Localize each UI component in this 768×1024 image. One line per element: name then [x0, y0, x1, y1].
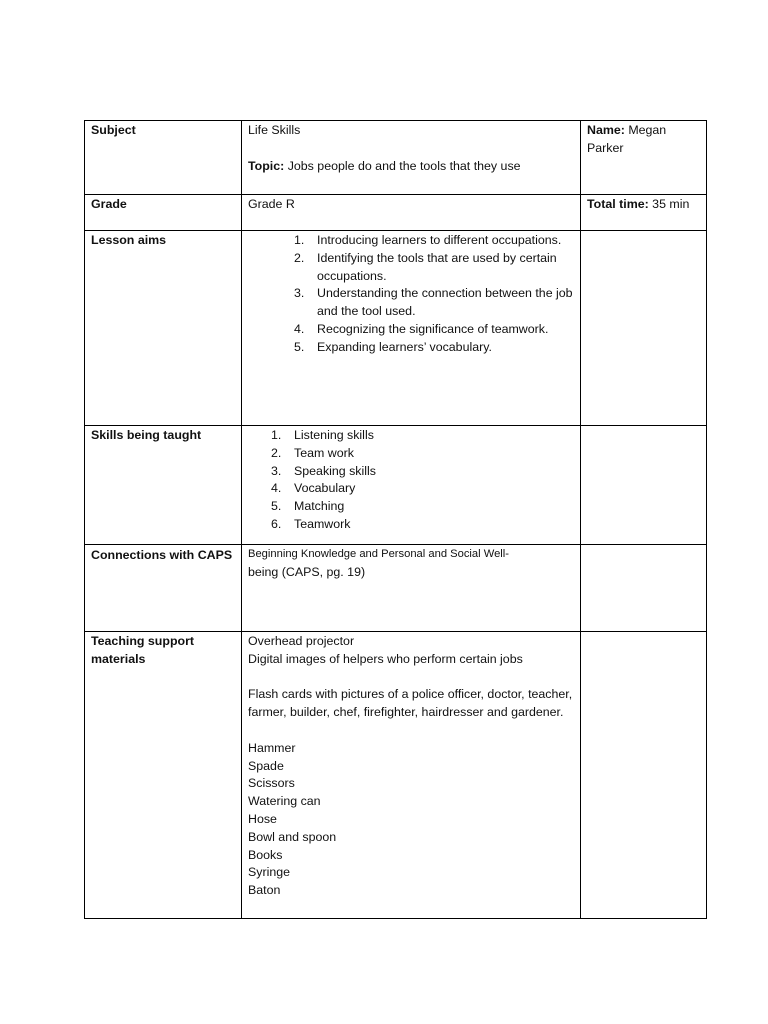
total-time-value: 35 min [648, 197, 690, 211]
list-text: Expanding learners’ vocabulary. [317, 339, 492, 354]
tool-item: Spade [248, 758, 284, 773]
list-text: Speaking skills [294, 463, 376, 478]
grade-row [85, 195, 707, 231]
list-text: Matching [294, 499, 345, 514]
list-text: Listening skills [294, 428, 374, 442]
caps-empty-cell [581, 545, 707, 632]
list-item [294, 250, 574, 286]
caps-cell [242, 545, 581, 632]
list-number: 3. [271, 463, 282, 478]
tool-item: Books [248, 847, 283, 862]
list-item [271, 516, 574, 534]
list-number: 4. [294, 321, 305, 336]
tool-item: Baton [248, 883, 281, 898]
list-number: 2. [271, 445, 282, 460]
subject-label-cell [85, 121, 242, 195]
lesson-aims-label: Lesson aims [91, 233, 167, 247]
list-item [294, 232, 574, 250]
lesson-plan-table [84, 120, 707, 919]
subject-row [85, 121, 707, 195]
tool-item: Syringe [248, 865, 291, 880]
lesson-aims-row [85, 231, 707, 426]
caps-label: Connections with CAPS [91, 548, 233, 562]
tool-item: Bowl and spoon [248, 829, 337, 844]
subject-label: Subject [91, 123, 136, 137]
caps-label-cell [85, 545, 242, 632]
materials-label-cell [85, 632, 242, 919]
caps-line-2: being (CAPS, pg. 19) [248, 564, 366, 579]
list-text: Understanding the connection between the job and the tool used. [317, 286, 573, 319]
skills-empty-cell [581, 426, 707, 545]
topic-line [248, 158, 574, 176]
list-item [271, 445, 574, 463]
name-cell [581, 121, 707, 195]
skills-label: Skills being taught [91, 428, 202, 442]
list-text: Teamwork [294, 516, 351, 531]
list-number: 5. [294, 339, 305, 354]
materials-line-1: Overhead projector [248, 634, 355, 648]
lesson-aims-empty-cell [581, 231, 707, 426]
caps-row [85, 545, 707, 632]
list-number: 1. [294, 233, 305, 247]
total-time-cell [581, 195, 707, 231]
materials-label: Teaching support materials [91, 634, 195, 666]
tool-item: Watering can [248, 794, 321, 809]
name-value: Megan Parker [587, 123, 667, 155]
list-item [271, 498, 574, 516]
list-number: 6. [271, 516, 282, 531]
lesson-aims-cell [242, 231, 581, 426]
list-text: Identifying the tools that are used by certain occupations. [317, 250, 557, 283]
list-number: 1. [271, 428, 282, 442]
tool-item: Scissors [248, 776, 295, 791]
materials-empty-cell [581, 632, 707, 919]
list-number: 2. [294, 250, 305, 265]
grade-value: Grade R [248, 197, 295, 211]
topic-value: Jobs people do and the tools that they use [284, 158, 521, 173]
subject-value-cell [242, 121, 581, 195]
skills-row [85, 426, 707, 545]
list-item [271, 427, 574, 445]
materials-row [85, 632, 707, 919]
caps-line-1: Beginning Knowledge and Personal and Social Well- [248, 548, 510, 560]
list-text: Introducing learners to different occupations. [317, 233, 562, 247]
list-number: 4. [271, 481, 282, 496]
list-item [271, 480, 574, 498]
subject-value: Life Skills [248, 123, 301, 137]
flash-cards-text: Flash cards with pictures of a police officer, doctor, teacher, farmer, builder, chef, firefighter, hairdresser and gardener. [248, 687, 573, 720]
list-number: 5. [271, 499, 282, 514]
list-item [294, 285, 574, 321]
name-label: Name: [587, 123, 625, 137]
grade-value-cell [242, 195, 581, 231]
tool-item: Hose [248, 811, 277, 826]
list-item [294, 321, 574, 339]
skills-list [271, 427, 574, 534]
skills-label-cell [85, 426, 242, 545]
list-number: 3. [294, 286, 305, 301]
materials-line-2: Digital images of helpers who perform certain jobs [248, 651, 523, 666]
topic-label: Topic: [248, 158, 285, 173]
grade-label: Grade [91, 197, 127, 211]
materials-cell [242, 632, 581, 919]
list-item [294, 339, 574, 357]
list-text: Team work [294, 445, 354, 460]
grade-label-cell [85, 195, 242, 231]
list-text: Recognizing the significance of teamwork. [317, 321, 549, 336]
total-time-label: Total time: [587, 197, 649, 211]
lesson-aims-list [294, 232, 574, 357]
tool-item: Hammer [248, 740, 296, 755]
lesson-aims-label-cell [85, 231, 242, 426]
list-text: Vocabulary [294, 481, 356, 496]
list-item [271, 463, 574, 481]
skills-cell [242, 426, 581, 545]
